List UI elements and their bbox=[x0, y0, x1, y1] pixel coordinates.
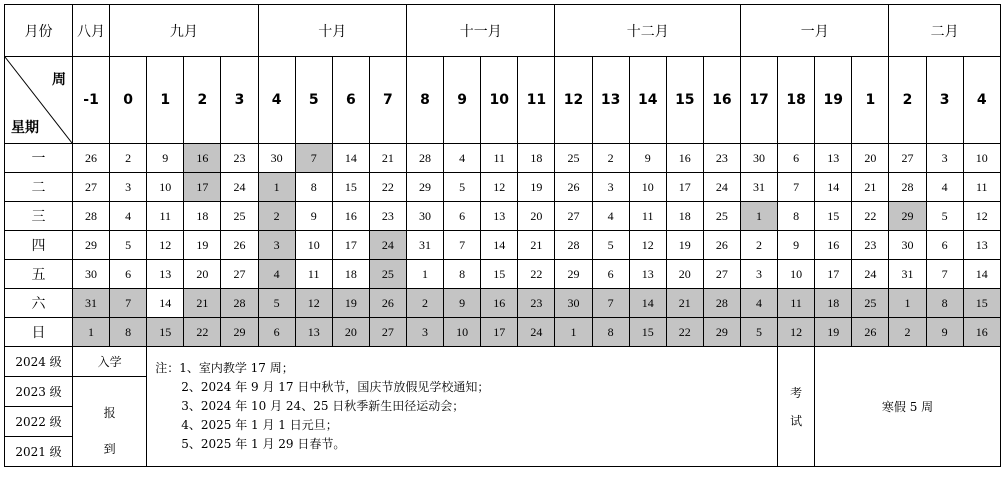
month-cell: 二月 bbox=[889, 5, 1000, 57]
date-cell: 7 bbox=[926, 260, 963, 289]
notes-cell bbox=[147, 347, 778, 467]
date-cell: 14 bbox=[332, 144, 369, 173]
date-cell: 25 bbox=[369, 260, 406, 289]
note-2: 2、2024 年 9 月 17 日中秋节，国庆节放假见学校通知； bbox=[181, 380, 490, 394]
date-cell: 22 bbox=[184, 318, 221, 347]
date-cell: 5 bbox=[592, 231, 629, 260]
date-cell: 11 bbox=[481, 144, 518, 173]
date-cell: 6 bbox=[778, 144, 815, 173]
date-cell: 14 bbox=[481, 231, 518, 260]
date-cell: 6 bbox=[444, 202, 481, 231]
date-cell: 11 bbox=[778, 289, 815, 318]
date-cell: 10 bbox=[147, 173, 184, 202]
date-cell: 30 bbox=[258, 144, 295, 173]
weekday-label: 五 bbox=[5, 260, 73, 289]
note-1: 注：1、室内教学 17 周； bbox=[155, 361, 294, 375]
date-cell: 31 bbox=[406, 231, 443, 260]
date-cell: 16 bbox=[332, 202, 369, 231]
date-cell: 9 bbox=[926, 318, 963, 347]
weekday-label: 六 bbox=[5, 289, 73, 318]
date-cell: 13 bbox=[147, 260, 184, 289]
date-cell: 3 bbox=[926, 144, 963, 173]
date-cell: 24 bbox=[518, 318, 555, 347]
date-cell: 30 bbox=[889, 231, 926, 260]
date-cell: 21 bbox=[369, 144, 406, 173]
date-cell: 19 bbox=[815, 318, 852, 347]
date-cell: 23 bbox=[852, 231, 889, 260]
date-cell: 22 bbox=[518, 260, 555, 289]
date-cell: 2 bbox=[406, 289, 443, 318]
date-cell: 29 bbox=[406, 173, 443, 202]
enroll-cell: 入学 bbox=[73, 347, 147, 377]
week-number-cell: 4 bbox=[963, 57, 1000, 144]
date-cell: 12 bbox=[963, 202, 1000, 231]
date-cell: 27 bbox=[703, 260, 740, 289]
date-cell: 3 bbox=[592, 173, 629, 202]
date-cell: 25 bbox=[852, 289, 889, 318]
date-cell: 9 bbox=[778, 231, 815, 260]
weekday-row bbox=[5, 289, 1001, 318]
week-number-cell: 7 bbox=[369, 57, 406, 144]
date-cell: 20 bbox=[184, 260, 221, 289]
date-cell: 15 bbox=[332, 173, 369, 202]
weekday-row bbox=[5, 318, 1001, 347]
date-cell: 7 bbox=[778, 173, 815, 202]
date-cell: 14 bbox=[147, 289, 184, 318]
week-number-cell: 14 bbox=[629, 57, 666, 144]
month-cell: 八月 bbox=[73, 5, 110, 57]
month-cell: 十二月 bbox=[555, 5, 741, 57]
date-cell: 5 bbox=[110, 231, 147, 260]
weekday-row bbox=[5, 202, 1001, 231]
date-cell: 21 bbox=[184, 289, 221, 318]
date-cell: 1 bbox=[555, 318, 592, 347]
date-cell: 20 bbox=[666, 260, 703, 289]
date-cell: 16 bbox=[815, 231, 852, 260]
date-cell: 30 bbox=[555, 289, 592, 318]
weekday-label: 三 bbox=[5, 202, 73, 231]
weekday-label: 日 bbox=[5, 318, 73, 347]
date-cell: 1 bbox=[258, 173, 295, 202]
date-cell: 3 bbox=[741, 260, 778, 289]
date-cell: 11 bbox=[629, 202, 666, 231]
date-cell: 24 bbox=[852, 260, 889, 289]
date-cell: 16 bbox=[184, 144, 221, 173]
date-cell: 28 bbox=[703, 289, 740, 318]
date-cell: 8 bbox=[778, 202, 815, 231]
date-cell: 9 bbox=[444, 289, 481, 318]
date-cell: 23 bbox=[518, 289, 555, 318]
week-number-cell: 13 bbox=[592, 57, 629, 144]
date-cell: 11 bbox=[147, 202, 184, 231]
date-cell: 27 bbox=[889, 144, 926, 173]
date-cell: 4 bbox=[258, 260, 295, 289]
week-number-cell: 10 bbox=[481, 57, 518, 144]
date-cell: 15 bbox=[481, 260, 518, 289]
weekday-row bbox=[5, 260, 1001, 289]
note-3: 3、2024 年 10 月 24、25 日秋季新生田径运动会； bbox=[181, 399, 465, 413]
week-number-cell: 3 bbox=[926, 57, 963, 144]
grade-2024-label: 2024 级 bbox=[5, 347, 73, 377]
date-cell: 13 bbox=[815, 144, 852, 173]
date-cell: 15 bbox=[815, 202, 852, 231]
month-cell: 十一月 bbox=[406, 5, 554, 57]
exam-cell bbox=[778, 347, 815, 467]
date-cell: 18 bbox=[184, 202, 221, 231]
grade-2023-label: 2023 级 bbox=[5, 377, 73, 407]
date-cell: 18 bbox=[332, 260, 369, 289]
date-cell: 31 bbox=[73, 289, 110, 318]
date-cell: 26 bbox=[369, 289, 406, 318]
date-cell: 24 bbox=[369, 231, 406, 260]
date-cell: 25 bbox=[221, 202, 258, 231]
date-cell: 21 bbox=[852, 173, 889, 202]
date-cell: 18 bbox=[666, 202, 703, 231]
date-cell: 11 bbox=[963, 173, 1000, 202]
date-cell: 24 bbox=[221, 173, 258, 202]
week-number-cell: 15 bbox=[666, 57, 703, 144]
date-cell: 13 bbox=[481, 202, 518, 231]
weekday-row bbox=[5, 173, 1001, 202]
date-cell: 18 bbox=[518, 144, 555, 173]
date-cell: 23 bbox=[369, 202, 406, 231]
date-cell: 28 bbox=[889, 173, 926, 202]
week-axis-label: 周 bbox=[52, 72, 66, 88]
month-cell: 十月 bbox=[258, 5, 406, 57]
date-cell: 5 bbox=[444, 173, 481, 202]
date-cell: 11 bbox=[295, 260, 332, 289]
week-number-cell: 11 bbox=[518, 57, 555, 144]
date-cell: 8 bbox=[592, 318, 629, 347]
date-cell: 28 bbox=[406, 144, 443, 173]
date-cell: 5 bbox=[258, 289, 295, 318]
week-number-cell: 9 bbox=[444, 57, 481, 144]
weekday-label: 四 bbox=[5, 231, 73, 260]
date-cell: 14 bbox=[815, 173, 852, 202]
date-cell: 29 bbox=[889, 202, 926, 231]
date-cell: 23 bbox=[221, 144, 258, 173]
week-row bbox=[5, 57, 1001, 144]
week-number-cell: 2 bbox=[889, 57, 926, 144]
date-cell: 29 bbox=[555, 260, 592, 289]
date-cell: 10 bbox=[444, 318, 481, 347]
date-cell: 3 bbox=[406, 318, 443, 347]
date-cell: 28 bbox=[555, 231, 592, 260]
date-cell: 20 bbox=[518, 202, 555, 231]
date-cell: 22 bbox=[666, 318, 703, 347]
date-cell: 12 bbox=[147, 231, 184, 260]
weekday-label: 一 bbox=[5, 144, 73, 173]
date-cell: 17 bbox=[815, 260, 852, 289]
date-cell: 4 bbox=[110, 202, 147, 231]
date-cell: 10 bbox=[778, 260, 815, 289]
week-number-cell: 16 bbox=[703, 57, 740, 144]
weekday-axis-label: 星期 bbox=[11, 120, 39, 136]
date-cell: 19 bbox=[518, 173, 555, 202]
date-cell: 31 bbox=[889, 260, 926, 289]
date-cell: 23 bbox=[703, 144, 740, 173]
date-cell: 17 bbox=[332, 231, 369, 260]
date-cell: 9 bbox=[147, 144, 184, 173]
date-cell: 13 bbox=[629, 260, 666, 289]
date-cell: 27 bbox=[369, 318, 406, 347]
date-cell: 27 bbox=[73, 173, 110, 202]
month-header-label: 月份 bbox=[5, 5, 73, 57]
date-cell: 28 bbox=[221, 289, 258, 318]
date-cell: 3 bbox=[110, 173, 147, 202]
date-cell: 26 bbox=[852, 318, 889, 347]
week-number-cell: -1 bbox=[73, 57, 110, 144]
date-cell: 6 bbox=[110, 260, 147, 289]
date-cell: 25 bbox=[555, 144, 592, 173]
date-cell: 7 bbox=[444, 231, 481, 260]
week-number-cell: 19 bbox=[815, 57, 852, 144]
date-cell: 15 bbox=[963, 289, 1000, 318]
date-cell: 12 bbox=[629, 231, 666, 260]
weekday-label: 二 bbox=[5, 173, 73, 202]
date-cell: 4 bbox=[444, 144, 481, 173]
date-cell: 4 bbox=[926, 173, 963, 202]
date-cell: 16 bbox=[481, 289, 518, 318]
date-cell: 9 bbox=[295, 202, 332, 231]
date-cell: 30 bbox=[406, 202, 443, 231]
date-cell: 17 bbox=[481, 318, 518, 347]
date-cell: 14 bbox=[629, 289, 666, 318]
date-cell: 2 bbox=[110, 144, 147, 173]
date-cell: 3 bbox=[258, 231, 295, 260]
grade-2022-label: 2022 级 bbox=[5, 407, 73, 437]
week-number-cell: 6 bbox=[332, 57, 369, 144]
date-cell: 25 bbox=[703, 202, 740, 231]
date-cell: 20 bbox=[852, 144, 889, 173]
date-cell: 12 bbox=[778, 318, 815, 347]
note-5: 5、2025 年 1 月 29 日春节。 bbox=[181, 437, 346, 451]
week-number-cell: 18 bbox=[778, 57, 815, 144]
week-number-cell: 12 bbox=[555, 57, 592, 144]
date-cell: 24 bbox=[703, 173, 740, 202]
date-cell: 13 bbox=[963, 231, 1000, 260]
date-cell: 10 bbox=[963, 144, 1000, 173]
week-number-cell: 3 bbox=[221, 57, 258, 144]
date-cell: 29 bbox=[73, 231, 110, 260]
date-cell: 20 bbox=[332, 318, 369, 347]
exam-char-1: 考 bbox=[790, 385, 803, 400]
date-cell: 30 bbox=[73, 260, 110, 289]
week-number-cell: 1 bbox=[147, 57, 184, 144]
weekday-row bbox=[5, 231, 1001, 260]
week-number-cell: 17 bbox=[741, 57, 778, 144]
date-cell: 29 bbox=[221, 318, 258, 347]
date-cell: 10 bbox=[629, 173, 666, 202]
date-cell: 6 bbox=[258, 318, 295, 347]
date-cell: 1 bbox=[406, 260, 443, 289]
date-cell: 17 bbox=[184, 173, 221, 202]
date-cell: 22 bbox=[852, 202, 889, 231]
date-cell: 8 bbox=[444, 260, 481, 289]
date-cell: 2 bbox=[592, 144, 629, 173]
date-cell: 26 bbox=[73, 144, 110, 173]
school-calendar-table bbox=[4, 4, 1001, 467]
date-cell: 16 bbox=[666, 144, 703, 173]
date-cell: 26 bbox=[221, 231, 258, 260]
date-cell: 7 bbox=[110, 289, 147, 318]
note-4: 4、2025 年 1 月 1 日元旦； bbox=[181, 418, 338, 432]
week-number-cell: 2 bbox=[184, 57, 221, 144]
date-cell: 18 bbox=[815, 289, 852, 318]
date-cell: 7 bbox=[592, 289, 629, 318]
report-cell bbox=[73, 377, 147, 467]
report-char-1: 报 bbox=[103, 406, 116, 420]
date-cell: 14 bbox=[963, 260, 1000, 289]
exam-char-2: 试 bbox=[790, 413, 803, 428]
diagonal-header-cell bbox=[5, 57, 73, 144]
date-cell: 2 bbox=[258, 202, 295, 231]
month-row bbox=[5, 5, 1001, 57]
week-number-cell: 8 bbox=[406, 57, 443, 144]
grade-row-2024 bbox=[5, 347, 1001, 377]
week-number-cell: 1 bbox=[852, 57, 889, 144]
week-number-cell: 5 bbox=[295, 57, 332, 144]
date-cell: 9 bbox=[629, 144, 666, 173]
date-cell: 1 bbox=[73, 318, 110, 347]
date-cell: 19 bbox=[332, 289, 369, 318]
date-cell: 22 bbox=[369, 173, 406, 202]
date-cell: 30 bbox=[741, 144, 778, 173]
month-cell: 一月 bbox=[741, 5, 889, 57]
month-cell: 九月 bbox=[110, 5, 258, 57]
grade-2021-label: 2021 级 bbox=[5, 437, 73, 467]
date-cell: 31 bbox=[741, 173, 778, 202]
date-cell: 6 bbox=[926, 231, 963, 260]
date-cell: 12 bbox=[295, 289, 332, 318]
winter-break-cell: 寒假 5 周 bbox=[815, 347, 1001, 467]
date-cell: 27 bbox=[221, 260, 258, 289]
date-cell: 21 bbox=[666, 289, 703, 318]
date-cell: 28 bbox=[73, 202, 110, 231]
date-cell: 1 bbox=[889, 289, 926, 318]
date-cell: 10 bbox=[295, 231, 332, 260]
weekday-row bbox=[5, 144, 1001, 173]
date-cell: 15 bbox=[147, 318, 184, 347]
date-cell: 15 bbox=[629, 318, 666, 347]
date-cell: 26 bbox=[555, 173, 592, 202]
date-cell: 19 bbox=[666, 231, 703, 260]
date-cell: 12 bbox=[481, 173, 518, 202]
date-cell: 5 bbox=[741, 318, 778, 347]
date-cell: 21 bbox=[518, 231, 555, 260]
date-cell: 6 bbox=[592, 260, 629, 289]
date-cell: 7 bbox=[295, 144, 332, 173]
date-cell: 2 bbox=[741, 231, 778, 260]
date-cell: 5 bbox=[926, 202, 963, 231]
week-number-cell: 0 bbox=[110, 57, 147, 144]
date-cell: 8 bbox=[110, 318, 147, 347]
date-cell: 16 bbox=[963, 318, 1000, 347]
date-cell: 13 bbox=[295, 318, 332, 347]
date-cell: 19 bbox=[184, 231, 221, 260]
date-cell: 27 bbox=[555, 202, 592, 231]
date-cell: 26 bbox=[703, 231, 740, 260]
date-cell: 4 bbox=[592, 202, 629, 231]
date-cell: 17 bbox=[666, 173, 703, 202]
date-cell: 29 bbox=[703, 318, 740, 347]
date-cell: 2 bbox=[889, 318, 926, 347]
week-number-cell: 4 bbox=[258, 57, 295, 144]
date-cell: 4 bbox=[741, 289, 778, 318]
date-cell: 8 bbox=[926, 289, 963, 318]
date-cell: 8 bbox=[295, 173, 332, 202]
report-char-2: 到 bbox=[103, 442, 116, 456]
date-cell: 1 bbox=[741, 202, 778, 231]
